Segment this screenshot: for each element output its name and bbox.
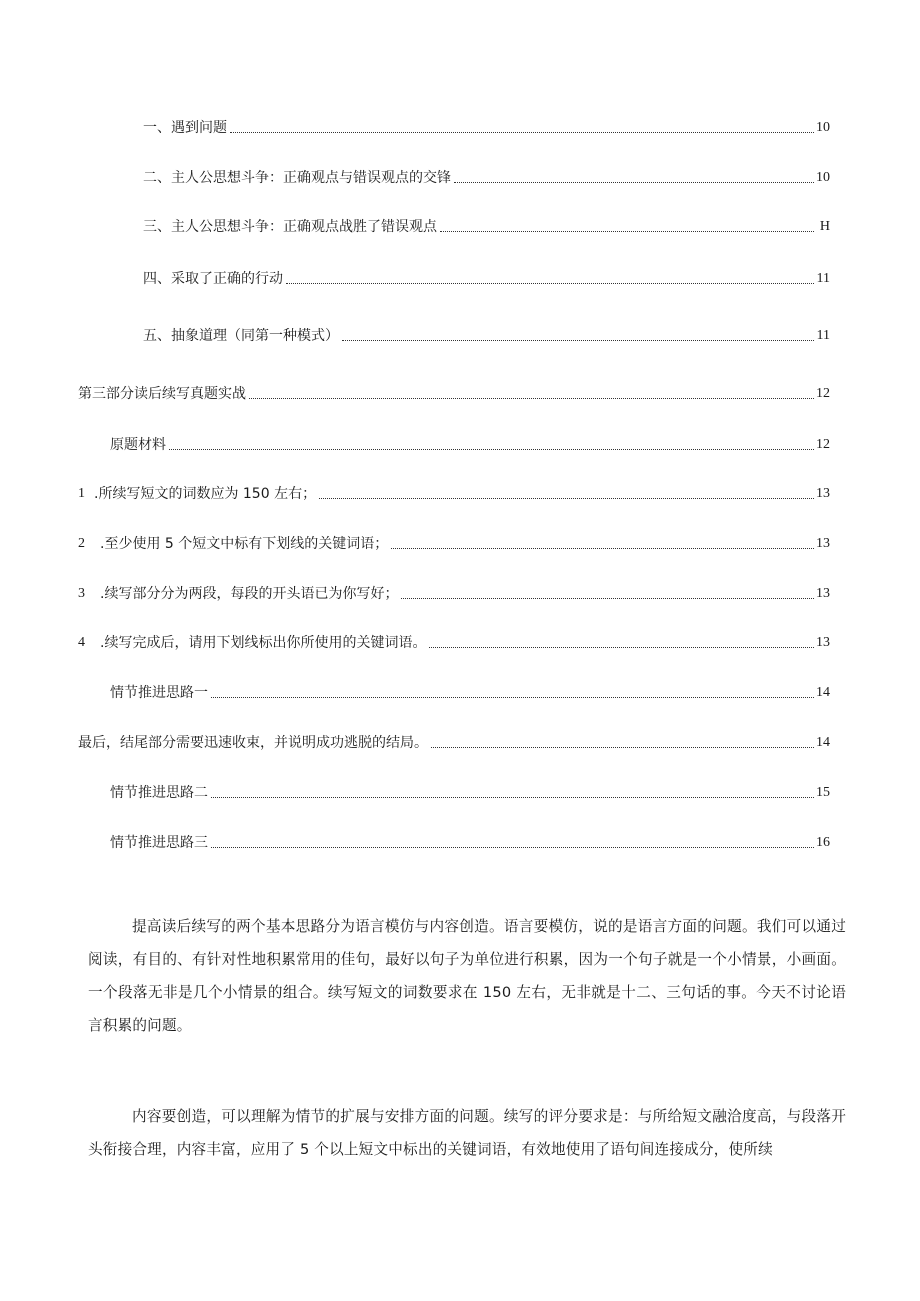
toc-entry-label: 第三部分读后续写真题实战 [78,386,246,402]
toc-entry-13[interactable] [78,729,830,753]
dot-leader [391,548,814,549]
toc-entry-label: .续写完成后，请用下划线标出你所使用的关键词语。 [100,635,427,651]
body-paragraph-1: 提高读后续写的两个基本思路分为语言模仿与内容创造。语言要模仿，说的是语言方面的问题。我们可以通过阅读，有目的、有针对性地积累常用的佳句，最好以句子为单位进行积累，因为一个句子就是一个小情景，小画面。一个段落无非是几个小情景的组合。续写短文的词数要求在 150 左右，无非就是十二、三句话的事。今天不讨论语言积累的问题。 [88,918,846,1034]
toc-page-number: 12 [816,437,830,452]
toc-page-number: 15 [816,785,830,800]
toc-entry-label: 四、采取了正确的行动 [143,271,283,287]
dot-leader [454,182,814,183]
toc-page-number: 10 [816,170,830,185]
toc-entry-label: .所续写短文的词数应为 150 左右； [94,486,317,502]
toc-entry-14[interactable] [110,779,830,803]
toc-entry-10[interactable] [78,580,830,604]
toc-entry-label: 五、抽象道理（同第一种模式） [143,328,339,344]
toc-entry-label: 情节推进思路三 [110,835,208,851]
toc-entry-label: 一、遇到问题 [143,120,227,136]
toc-page-number: 11 [816,271,830,286]
toc-entry-7[interactable] [110,431,830,455]
toc-entry-label: 最后，结尾部分需要迅速收束，并说明成功逃脱的结局。 [78,735,428,751]
toc-entry-label: 情节推进思路二 [110,785,208,801]
toc-page-number: 12 [816,386,830,401]
dot-leader [211,697,814,698]
dot-leader [286,283,814,284]
toc-page-number: 11 [816,328,830,343]
toc-entry-6[interactable] [78,380,830,404]
dot-leader [342,340,814,341]
toc-page-number: 14 [816,685,830,700]
toc-page-number: 13 [816,486,830,501]
toc-page-number: 14 [816,735,830,750]
toc-page-number: 13 [816,536,830,551]
dot-leader [431,747,814,748]
dot-leader [169,449,814,450]
toc-entry-2[interactable] [143,164,830,188]
toc-item-number: 1 [78,486,85,501]
toc-entry-5[interactable] [143,322,830,346]
toc-page-number: 16 [816,835,830,850]
dot-leader [440,231,814,232]
dot-leader [211,797,814,798]
toc-entry-15[interactable] [110,829,830,853]
toc-entry-label: 原题材料 [110,437,166,453]
toc-entry-8[interactable] [78,480,830,504]
dot-leader [319,498,814,499]
toc-item-number: 2 [78,536,85,551]
toc-entry-label: 二、主人公思想斗争：正确观点与错误观点的交锋 [143,170,451,186]
toc-page-number: H [819,219,830,234]
toc-entry-11[interactable] [78,629,830,653]
dot-leader [401,598,814,599]
toc-page-number: 10 [816,120,830,135]
toc-entry-label: .续写部分分为两段，每段的开头语已为你写好； [100,586,399,602]
toc-entry-1[interactable] [143,114,830,138]
toc-entry-label: .至少使用 5 个短文中标有下划线的关键词语； [100,536,389,552]
toc-entry-label: 情节推进思路一 [110,685,208,701]
dot-leader [230,132,814,133]
toc-entry-label: 三、主人公思想斗争：正确观点战胜了错误观点 [143,219,437,235]
toc-entry-12[interactable] [110,679,830,703]
toc-entry-4[interactable] [143,265,830,289]
dot-leader [211,847,814,848]
dot-leader [429,647,814,648]
toc-page-number: 13 [816,586,830,601]
toc-item-number: 3 [78,586,85,601]
body-paragraph-2: 内容要创造，可以理解为情节的扩展与安排方面的问题。续写的评分要求是：与所给短文融洽度高，与段落开头衔接合理，内容丰富，应用了 5 个以上短文中标出的关键词语，有效地使用了语句间连接成分，使所续 [88,1108,846,1158]
toc-entry-9[interactable] [78,530,830,554]
toc-item-number: 4 [78,635,85,650]
toc-page-number: 13 [816,635,830,650]
toc-entry-3[interactable] [143,213,830,237]
dot-leader [249,398,814,399]
